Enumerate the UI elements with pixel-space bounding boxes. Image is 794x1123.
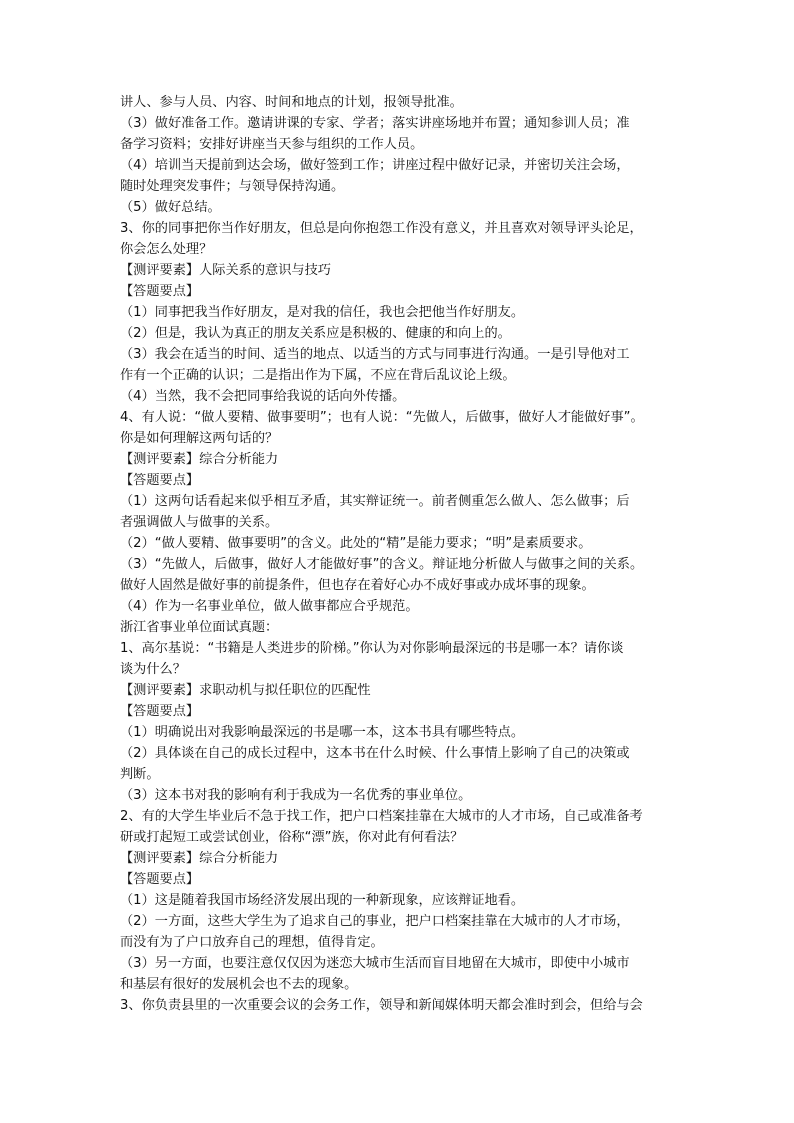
text-line: （1）这两句话看起来似乎相互矛盾，其实辩证统一。前者侧重怎么做人、怎么做事；后 <box>120 494 630 509</box>
text-line: （4）作为一名事业单位，做人做事都应合乎规范。 <box>120 599 419 614</box>
text-line: 你是如何理解这两句话的？ <box>120 431 279 446</box>
text-line: 判断。 <box>120 767 160 782</box>
text-line: （5）做好总结。 <box>120 200 221 215</box>
text-line: 和基层有很好的发展机会也不去的现象。 <box>120 977 358 992</box>
text-line: （2）但是，我认为真正的朋友关系应是积极的、健康的和向上的。 <box>120 326 511 341</box>
text-line: （3）另一方面，也要注意仅仅因为迷恋大城市生活而盲目地留在大城市，即使中小城市 <box>120 956 630 971</box>
text-line: 讲人、参与人员、内容、时间和地点的计划，报领导批准。 <box>120 95 463 110</box>
text-line: 研或打起短工或尝试创业，俗称“漂”族，你对此有何看法？ <box>120 830 464 845</box>
text-line: （1）明确说出对我影响最深远的书是哪一本，这本书具有哪些特点。 <box>120 725 525 740</box>
text-line: （2）具体谈在自己的成长过程中，这本书在什么时候、什么事情上影响了自己的决策或 <box>120 746 630 761</box>
text-line: （3）这本书对我的影响有利于我成为一名优秀的事业单位。 <box>120 788 472 803</box>
text-line: （1）这是随着我国市场经济发展出现的一种新现象，应该辩证地看。 <box>120 893 525 908</box>
text-line: 者强调做人与做事的关系。 <box>120 515 279 530</box>
text-line: 【答题要点】 <box>120 284 200 299</box>
text-line: （2）“做人要精、做事要明”的含义。此处的“精”是能力要求；“明”是素质要求。 <box>120 536 592 551</box>
text-line: （3）“先做人，后做事，做好人才能做好事”的含义。辩证地分析做人与做事之间的关系。 <box>120 557 644 572</box>
text-line: （4）培训当天提前到达会场，做好签到工作；讲座过程中做好记录，并密切关注会场， <box>120 158 630 173</box>
text-line: 【测评要素】综合分析能力 <box>120 452 279 467</box>
text-line: 作有一个正确的认识；二是指出作为下属，不应在背后乱议论上级。 <box>120 368 516 383</box>
text-line: 4、有人说：“做人要精、做事要明”；也有人说：“先做人，后做事，做好人才能做好事”。 <box>120 410 644 425</box>
text-line: （3）我会在适当的时间、适当的地点、以适当的方式与同事进行沟通。一是引导他对工 <box>120 347 630 362</box>
text-line: 1、高尔基说：“书籍是人类进步的阶梯。”你认为对你影响最深远的书是哪一本？请你谈 <box>120 641 624 656</box>
text-line: 而没有为了户口放弃自己的理想，值得肯定。 <box>120 935 384 950</box>
text-line: 3、你的同事把你当作好朋友，但总是向你抱怨工作没有意义，并且喜欢对领导评头论足， <box>120 221 643 236</box>
text-line: 【答题要点】 <box>120 704 200 719</box>
document-body <box>120 92 680 1016</box>
text-line: 你会怎么处理？ <box>120 242 213 257</box>
text-line: 做好人固然是做好事的前提条件，但也存在着好心办不成好事或办成坏事的现象。 <box>120 578 595 593</box>
text-line: （3）做好准备工作。邀请讲课的专家、学者；落实讲座场地并布置；通知参训人员；准 <box>120 116 630 131</box>
text-line: 备学习资料；安排好讲座当天参与组织的工作人员。 <box>120 137 424 152</box>
text-line: （1）同事把我当作好朋友，是对我的信任，我也会把他当作好朋友。 <box>120 305 525 320</box>
text-line: 【测评要素】综合分析能力 <box>120 851 279 866</box>
text-line: 【测评要素】人际关系的意识与技巧 <box>120 263 331 278</box>
text-line: 【测评要素】求职动机与拟任职位的匹配性 <box>120 683 371 698</box>
text-line: 3、你负责县里的一次重要会议的会务工作，领导和新闻媒体明天都会准时到会，但给与会 <box>120 998 643 1013</box>
text-line: 2、有的大学生毕业后不急于找工作，把户口档案挂靠在大城市的人才市场，自己或准备考 <box>120 809 643 824</box>
text-line: 谈为什么？ <box>120 662 186 677</box>
text-line: 【答题要点】 <box>120 473 200 488</box>
text-line: 随时处理突发事件；与领导保持沟通。 <box>120 179 345 194</box>
text-line: （4）当然，我不会把同事给我说的话向外传播。 <box>120 389 406 404</box>
text-line: 【答题要点】 <box>120 872 200 887</box>
text-line: （2）一方面，这些大学生为了追求自己的事业，把户口档案挂靠在大城市的人才市场， <box>120 914 630 929</box>
text-line: 浙江省事业单位面试真题： <box>120 620 279 635</box>
